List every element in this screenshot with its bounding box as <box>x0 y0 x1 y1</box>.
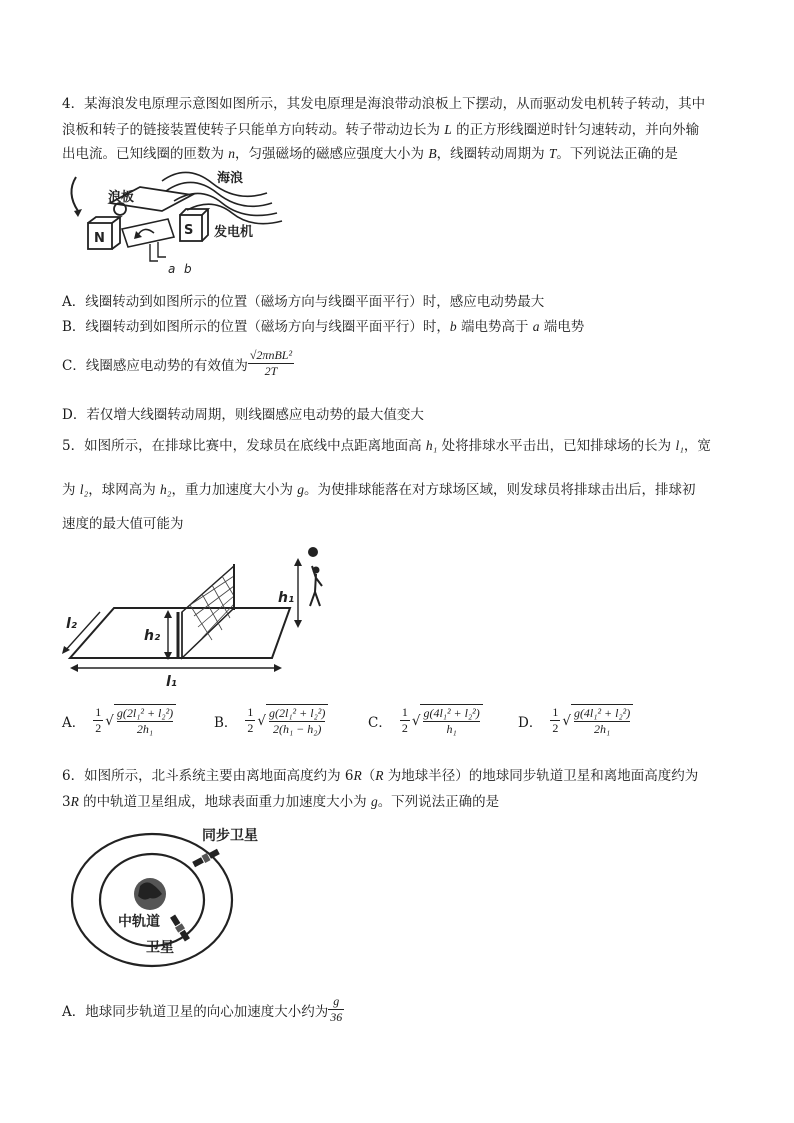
q4-option-d: D．若仅增大线圈转动周期，则线圈感应电动势的最大值变大 <box>62 407 424 423</box>
generator-label: 发电机 <box>214 225 254 240</box>
q4-option-c-fraction: $\frac{\text{√2πnBL²}}{2T}$ <box>249 348 293 378</box>
sync-satellite-label: 同步卫星 <box>202 828 258 844</box>
q5-option-a: A． 1 2 √ g(2l₁² + l₂²) 2h₁ <box>62 704 176 737</box>
q4-option-b: B．线圈转动到如图所示的位置（磁场方向与线圈平面平行）时，b 端电势高于 a 端电势 <box>62 319 585 335</box>
magnet-s-label: S <box>184 223 194 238</box>
sqrt-icon: √ <box>257 712 267 729</box>
board-label: 浪板 <box>108 190 135 205</box>
q5-stem-line2: 为 l₂，球网高为 h₂，重力加速度大小为 g。为使排球能落在对方球场区域，则发球员将排球击出后，排球初 <box>62 482 696 498</box>
magnet-n-label: N <box>94 231 105 246</box>
sea-wave-label: 海浪 <box>217 171 244 186</box>
wave-generator-figure <box>62 165 292 277</box>
mid-satellite-label-1: 中轨道 <box>118 914 160 930</box>
sqrt-icon: √ <box>562 712 571 729</box>
h2-label: h₂ <box>144 628 161 644</box>
q6-stem-line2: 3R 的中轨道卫星组成，地球表面重力加速度大小为 g。下列说法正确的是 <box>62 794 500 810</box>
q4-stem-line1: 4．某海浪发电原理示意图如图所示，其发电原理是海浪带动浪板上下摆动，从而驱动发电机转子转动，其中 <box>62 96 706 112</box>
mid-satellite-label-2: 卫星 <box>146 940 174 956</box>
l2-label: l₂ <box>66 616 77 632</box>
terminal-a-label: a <box>168 262 176 276</box>
q6-stem-line1: 6．如图所示，北斗系统主要由离地面高度约为 6R（R 为地球半径）的地球同步轨道卫星和离地面高度约为 <box>62 768 699 784</box>
q5-option-b: B． 1 2 √ g(2l₁² + l₂²) 2(h₁ − h₂) <box>214 704 328 737</box>
q4-stem-line3: 出电流。已知线圈的匝数为 n，匀强磁场的磁感应强度大小为 B，线圈转动周期为 T。下列说法正确的是 <box>62 146 678 162</box>
q5-option-d: D． 1 2 √ g(4l₁² + l₂²) 2h₁ <box>518 704 633 737</box>
q5-stem-line3: 速度的最大值可能为 <box>62 516 184 532</box>
q6-option-a-fraction: $\frac{g}{36}$ <box>330 994 343 1024</box>
beidou-orbit-figure <box>62 818 302 976</box>
q5-stem-line1: 5．如图所示，在排球比赛中，发球员在底线中点距离地面高 h₁ 处将排球水平击出，已知排球场的长为 l₁，宽 <box>62 438 711 454</box>
q5-option-c: C． 1 2 √ g(4l₁² + l₂²) h₁ <box>368 704 483 737</box>
h1-label: h₁ <box>278 590 295 606</box>
q4-option-c: C．线圈感应电动势的有效值为 $\frac{\text{√2πnBL²}}{2T}$ <box>62 348 293 378</box>
q4-option-a: A．线圈转动到如图所示的位置（磁场方向与线圈平面平行）时，感应电动势最大 <box>62 294 545 310</box>
sqrt-icon: √ <box>105 712 114 729</box>
terminal-b-label: b <box>184 262 192 276</box>
q5-options <box>62 704 722 750</box>
q4-stem-line2: 浪板和转子的链接装置使转子只能单方向转动。转子带动边长为 L 的正方形线圈逆时针匀速转动，并向外输 <box>62 122 700 138</box>
l1-label: l₁ <box>166 674 177 690</box>
volleyball-court-figure <box>62 540 342 690</box>
q6-option-a: A．地球同步轨道卫星的向心加速度大小约为 $\frac{g}{36}$ <box>62 994 343 1024</box>
sqrt-icon: √ <box>411 712 421 729</box>
